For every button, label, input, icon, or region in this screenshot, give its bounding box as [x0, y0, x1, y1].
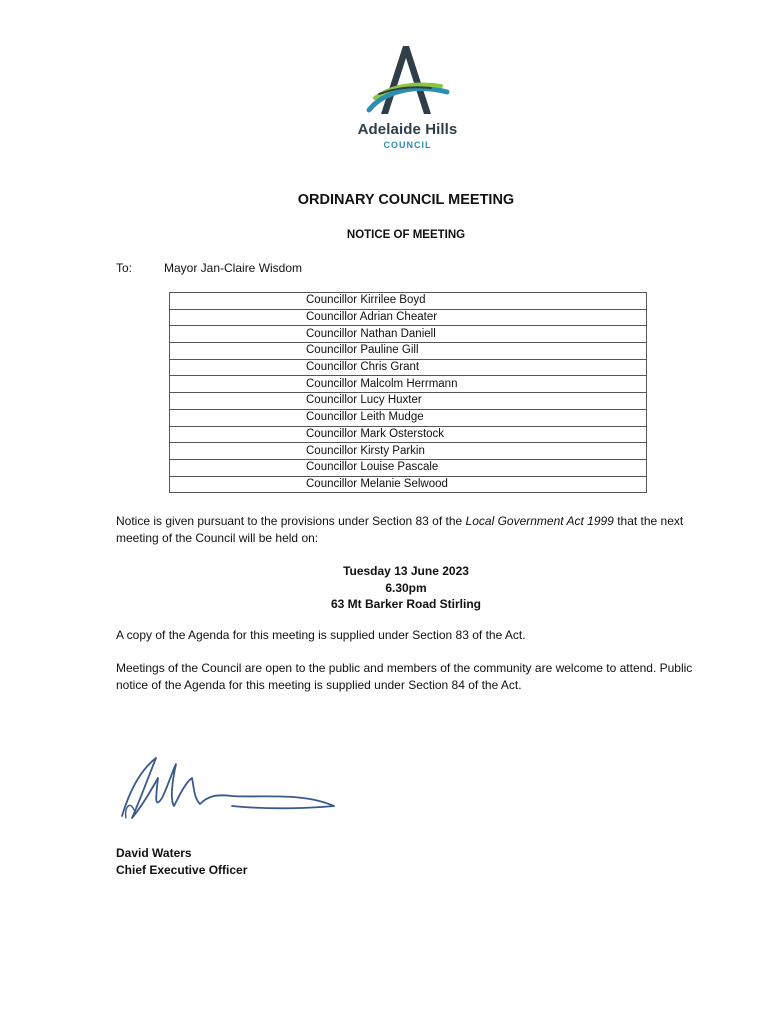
meeting-time: 6.30pm: [385, 580, 427, 595]
councillor-name: Councillor Melanie Selwood: [170, 476, 647, 493]
councillor-name: Councillor Lucy Huxter: [170, 393, 647, 410]
table-row: [170, 426, 647, 443]
table-row: [170, 343, 647, 360]
meeting-location: 63 Mt Barker Road Stirling: [330, 597, 482, 611]
signature: [112, 748, 342, 831]
notice-text-end: that the next meeting of the Council will be held on:: [116, 514, 684, 545]
councillor-name: Councillor Kirsty Parkin: [170, 443, 647, 460]
page-title: ORDINARY COUNCIL MEETING: [297, 192, 515, 208]
table-row: [170, 376, 647, 393]
councillor-name: Councillor Louise Pascale: [170, 459, 647, 476]
councillor-name: Councillor Chris Grant: [170, 359, 647, 376]
notice-paragraph: [116, 513, 696, 546]
signer-title: Chief Executive Officer: [116, 862, 248, 877]
councillor-name: Councillor Nathan Daniell: [170, 326, 647, 343]
public-notice-paragraph: Meetings of the Council are open to the public and members of the community are welcome to attend. Public notice of the Agenda for this meeting is supplied under Section 84 of the Act.: [116, 661, 693, 692]
councillor-name: Councillor Malcolm Herrmann: [170, 376, 647, 393]
logo-name: Adelaide Hills: [357, 121, 458, 138]
logo-subtitle: COUNCIL: [383, 140, 432, 150]
meeting-details: [0, 563, 770, 613]
to-label: To:: [116, 261, 133, 275]
handwritten-signature-icon: [112, 748, 342, 828]
signer-block: [116, 845, 247, 878]
notice-text-start: Notice is given pursuant to the provisions under Section 83 of the: [116, 514, 466, 528]
table-row: [170, 459, 647, 476]
council-logo: [345, 44, 470, 154]
councillor-name: Councillor Kirrilee Boyd: [170, 293, 647, 310]
table-row: [170, 393, 647, 410]
councillor-table: [169, 292, 647, 493]
act-name: Local Government Act 1999: [465, 514, 614, 528]
meeting-date: Tuesday 13 June 2023: [343, 564, 469, 578]
table-row: [170, 309, 647, 326]
notice-subtitle: NOTICE OF MEETING: [346, 229, 466, 241]
councillor-name: Councillor Mark Osterstock: [170, 426, 647, 443]
table-row: [170, 443, 647, 460]
table-row: [170, 409, 647, 426]
table-row: [170, 293, 647, 310]
signer-name: David Waters: [116, 846, 192, 860]
mountain-logo-icon: [365, 44, 450, 119]
councillor-name: Councillor Pauline Gill: [170, 343, 647, 360]
table-row: [170, 476, 647, 493]
councillor-name: Councillor Adrian Cheater: [170, 309, 647, 326]
table-row: [170, 359, 647, 376]
councillor-name: Councillor Leith Mudge: [170, 409, 647, 426]
agenda-paragraph: A copy of the Agenda for this meeting is supplied under Section 83 of the Act.: [116, 628, 526, 642]
table-row: [170, 326, 647, 343]
mayor-name: Mayor Jan-Claire Wisdom: [164, 261, 303, 275]
